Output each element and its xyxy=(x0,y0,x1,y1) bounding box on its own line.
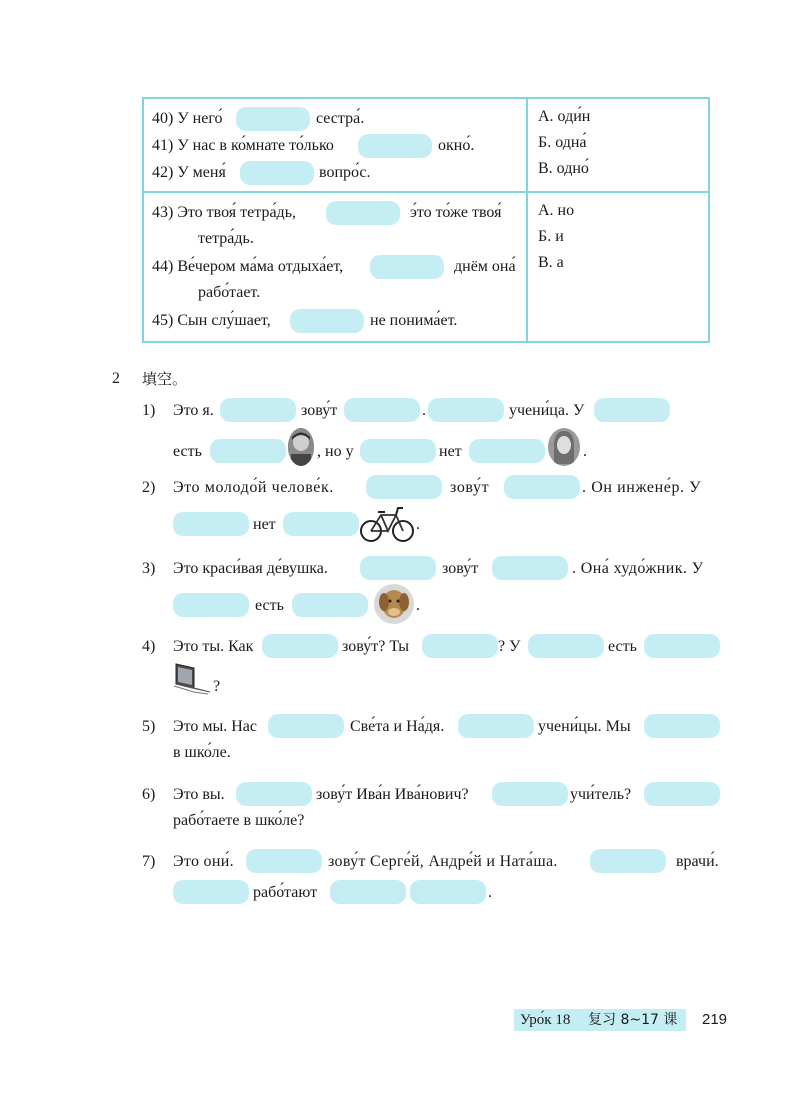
item-5-blank-3[interactable] xyxy=(644,714,720,738)
item-4-text-a: Это ты. Как xyxy=(173,638,254,655)
item-1-blank-5[interactable] xyxy=(210,439,286,463)
item-5-text-c: учени́цы. Мы xyxy=(538,718,631,735)
item-1-text-e: есть xyxy=(173,443,202,460)
blank-40[interactable] xyxy=(236,107,310,131)
item-6-blank-1[interactable] xyxy=(236,782,312,806)
item-7-text-c: врачи́. xyxy=(676,853,719,870)
sentence-41-end: окно́. xyxy=(438,137,475,154)
sentence-40-end: сестра́. xyxy=(316,110,365,127)
item-3-text-d: есть xyxy=(255,597,284,614)
item-1-text-c: . xyxy=(422,402,426,419)
task-number: 2 xyxy=(112,370,120,387)
item-6-blank-3[interactable] xyxy=(644,782,720,806)
item-2-text-c: . Он инжене́р. У xyxy=(582,479,702,496)
item-5-number: 5) xyxy=(142,718,156,735)
item-7-text-d: рабо́тают xyxy=(253,884,318,901)
item-2-blank-3[interactable] xyxy=(173,512,249,536)
item-4-text-c: ? У xyxy=(498,638,521,655)
item-4-blank-4[interactable] xyxy=(644,634,720,658)
item-6-blank-2[interactable] xyxy=(492,782,568,806)
sentence-42-end: вопро́с. xyxy=(319,164,371,181)
exercise-table xyxy=(142,97,710,343)
item-7-blank-2[interactable] xyxy=(590,849,666,873)
item-4-blank-2[interactable] xyxy=(422,634,498,658)
item-1-blank-6[interactable] xyxy=(360,439,436,463)
item-1-text-h: . xyxy=(583,443,587,460)
sentence-44: 44) Ве́чером ма́ма отдыха́ет, xyxy=(152,258,344,275)
item-2-text-a: Это молодо́й челове́к. xyxy=(173,479,334,496)
item-1-blank-3[interactable] xyxy=(428,398,504,422)
item-7-blank-1[interactable] xyxy=(246,849,322,873)
item-6-text-c: учи́тель? xyxy=(570,786,632,803)
item-3-text-b: зову́т xyxy=(442,560,479,577)
bicycle-icon xyxy=(360,502,414,544)
item-4-blank-3[interactable] xyxy=(528,634,604,658)
item-1-blank-7[interactable] xyxy=(469,439,545,463)
item-5-blank-2[interactable] xyxy=(458,714,534,738)
item-5-text-b: Све́та и На́дя. xyxy=(350,718,445,735)
option-a2: А. но xyxy=(538,202,575,219)
sentence-42: 42) У меня́ xyxy=(152,164,226,181)
item-1-blank-1[interactable] xyxy=(220,398,296,422)
option-c2: В. а xyxy=(538,254,564,271)
table-row2-sentences xyxy=(143,192,527,342)
item-2-text-d: нет xyxy=(253,516,276,533)
item-3-number: 3) xyxy=(142,560,156,577)
item-4-text-e: ? xyxy=(213,678,221,695)
item-4-text-d: есть xyxy=(608,638,637,655)
blank-44[interactable] xyxy=(370,255,444,279)
item-7-blank-4[interactable] xyxy=(330,880,406,904)
footer-review: 复习 8~17 课 xyxy=(588,1012,678,1028)
footer-lesson: Уро́к 18 xyxy=(520,1012,571,1028)
item-6-text-d: рабо́таете в шко́ле? xyxy=(173,812,305,829)
item-3-text-c: . Она́ худо́жник. У xyxy=(572,560,704,577)
item-7-number: 7) xyxy=(142,853,156,870)
page-number: 219 xyxy=(702,1011,728,1028)
blank-41[interactable] xyxy=(358,134,432,158)
item-1-text-g: нет xyxy=(439,443,462,460)
item-3-blank-3[interactable] xyxy=(173,593,249,617)
sentence-43-mid: э́то то́же твоя́ xyxy=(410,204,502,221)
sentence-45: 45) Сын слу́шает, xyxy=(152,312,271,329)
table-row1-sentences xyxy=(143,98,527,192)
item-4-number: 4) xyxy=(142,638,156,655)
item-3-blank-2[interactable] xyxy=(492,556,568,580)
item-3-text-e: . xyxy=(416,597,420,614)
item-1-blank-4[interactable] xyxy=(594,398,670,422)
sentence-41: 41) У нас в ко́мнате то́лько xyxy=(152,137,334,154)
girl-photo-icon xyxy=(548,428,580,466)
item-3-blank-4[interactable] xyxy=(292,593,368,617)
item-7-text-a: Это они́. xyxy=(173,853,234,870)
sentence-44-mid: днём она́ xyxy=(454,258,516,275)
blank-42[interactable] xyxy=(240,161,314,185)
sentence-40: 40) У него́ xyxy=(152,110,223,127)
option-a: А. оди́н xyxy=(538,108,591,125)
item-1-text-f: , но у xyxy=(317,443,354,460)
dog-photo-icon xyxy=(374,584,414,624)
item-5-text-d: в шко́ле. xyxy=(173,744,231,761)
item-6-number: 6) xyxy=(142,786,156,803)
task-title: 填空。 xyxy=(142,370,188,388)
item-1-number: 1) xyxy=(142,402,156,419)
sentence-43-end: тетра́дь. xyxy=(198,230,254,247)
item-7-text-b: зову́т Серге́й, Андре́й и Ната́ша. xyxy=(328,853,558,870)
item-1-text-a: Это я. xyxy=(173,402,214,419)
item-3-blank-1[interactable] xyxy=(360,556,436,580)
boy-photo-icon xyxy=(288,428,314,466)
item-1-blank-2[interactable] xyxy=(344,398,420,422)
option-c: В. одно́ xyxy=(538,160,589,177)
table-row2-options xyxy=(527,192,709,342)
item-1-text-b: зову́т xyxy=(301,402,338,419)
blank-43[interactable] xyxy=(326,201,400,225)
option-b2: Б. и xyxy=(538,228,564,245)
item-5-blank-1[interactable] xyxy=(268,714,344,738)
item-2-number: 2) xyxy=(142,479,156,496)
item-2-blank-4[interactable] xyxy=(283,512,359,536)
item-2-blank-2[interactable] xyxy=(504,475,580,499)
item-2-blank-1[interactable] xyxy=(366,475,442,499)
option-b: Б. одна́ xyxy=(538,134,587,151)
laptop-icon xyxy=(172,662,212,698)
item-6-text-a: Это вы. xyxy=(173,786,225,803)
item-3-text-a: Это краси́вая де́вушка. xyxy=(173,560,328,577)
item-7-text-e: . xyxy=(488,884,492,901)
item-2-text-b: зову́т xyxy=(450,479,490,496)
item-6-text-b: зову́т Ива́н Ива́нович? xyxy=(316,786,469,803)
item-7-blank-3[interactable] xyxy=(173,880,249,904)
item-5-text-a: Это мы. Нас xyxy=(173,718,257,735)
item-4-text-b: зову́т? Ты xyxy=(342,638,410,655)
item-4-blank-1[interactable] xyxy=(262,634,338,658)
blank-45[interactable] xyxy=(290,309,364,333)
sentence-44-end: рабо́тает. xyxy=(198,284,261,301)
item-7-blank-5[interactable] xyxy=(410,880,486,904)
sentence-43: 43) Это твоя́ тетра́дь, xyxy=(152,204,296,221)
item-2-text-e: . xyxy=(416,516,420,533)
table-row1-options xyxy=(527,98,709,192)
sentence-45-end: не понима́ет. xyxy=(370,312,458,329)
item-1-text-d: учени́ца. У xyxy=(509,402,585,419)
